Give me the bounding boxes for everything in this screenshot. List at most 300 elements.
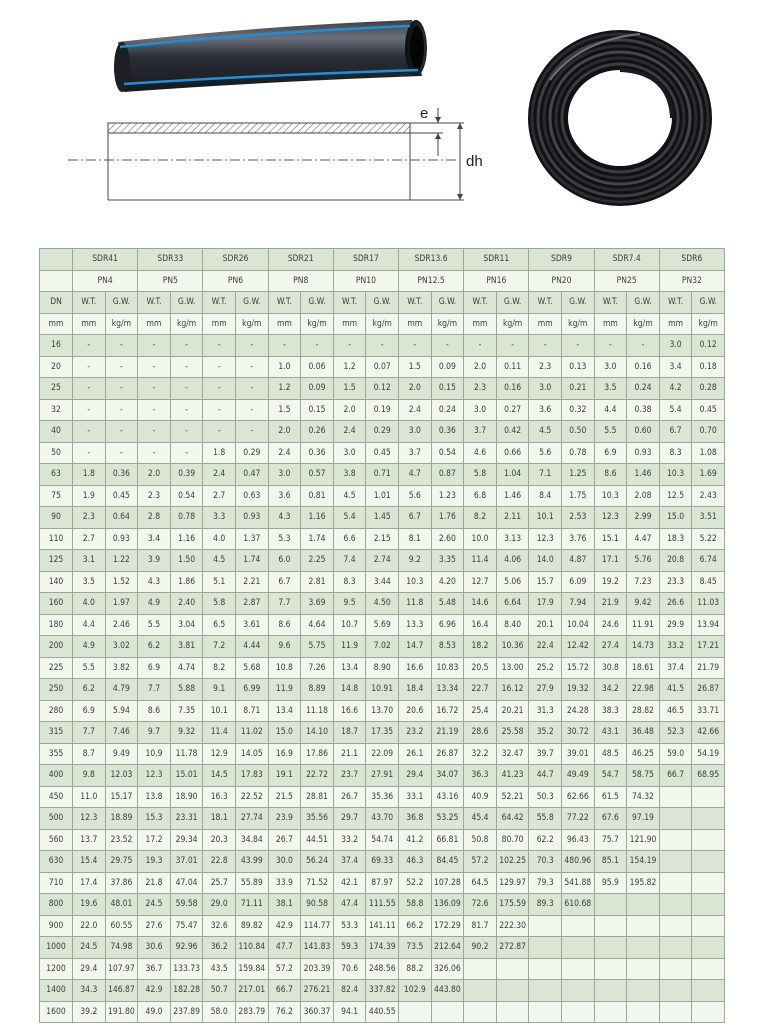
pn-header-cell: PN6 <box>203 270 268 292</box>
gram-weight-cell: 9.42 <box>627 593 660 615</box>
wall-thickness-cell: 3.4 <box>659 356 692 378</box>
wall-thickness-cell: 38.1 <box>268 894 301 916</box>
gram-weight-cell: 195.82 <box>627 872 660 894</box>
wall-thickness-cell <box>659 937 692 959</box>
gram-weight-cell: - <box>170 378 203 400</box>
gram-weight-cell: 443.80 <box>431 980 464 1002</box>
wall-thickness-cell <box>659 851 692 873</box>
gram-weight-cell: 1.16 <box>301 507 334 529</box>
gram-weight-cell: 2.81 <box>301 571 334 593</box>
gram-weight-cell: 25.58 <box>496 722 529 744</box>
gram-weight-cell <box>692 980 725 1002</box>
gram-weight-cell: 22.52 <box>236 786 269 808</box>
wall-thickness-cell: 22.8 <box>203 851 236 873</box>
gram-weight-cell: - <box>105 442 138 464</box>
wall-thickness-cell: 9.5 <box>333 593 366 615</box>
gram-weight-cell: 77.22 <box>562 808 595 830</box>
gram-weight-cell: 4.87 <box>562 550 595 572</box>
gram-weight-cell: 42.66 <box>692 722 725 744</box>
gram-weight-cell: 13.94 <box>692 614 725 636</box>
wall-thickness-cell <box>464 980 497 1002</box>
dn-cell: 16 <box>40 335 73 357</box>
pn-header-cell: PN25 <box>594 270 659 292</box>
wall-thickness-cell: 2.7 <box>73 528 106 550</box>
gram-weight-cell: 11.18 <box>301 700 334 722</box>
wall-thickness-cell: 16.6 <box>399 657 432 679</box>
gram-weight-cell: 4.64 <box>301 614 334 636</box>
gram-weight-cell: 0.06 <box>301 356 334 378</box>
gram-weight-cell: 133.73 <box>170 958 203 980</box>
gram-weight-cell: 11.78 <box>170 743 203 765</box>
wt-header-cell: W.T. <box>399 292 432 314</box>
wall-thickness-cell: 8.6 <box>138 700 171 722</box>
gram-weight-cell: - <box>170 442 203 464</box>
wt-unit-cell: mm <box>268 313 301 335</box>
wall-thickness-cell: - <box>138 442 171 464</box>
dn-cell: 110 <box>40 528 73 550</box>
gram-weight-cell: 4.50 <box>366 593 399 615</box>
gram-weight-cell: 203.39 <box>301 958 334 980</box>
wall-thickness-cell: - <box>203 378 236 400</box>
wall-thickness-cell: 25.4 <box>464 700 497 722</box>
gram-weight-cell: 14.10 <box>301 722 334 744</box>
gram-weight-cell: 56.24 <box>301 851 334 873</box>
wall-thickness-cell: 38.3 <box>594 700 627 722</box>
gram-weight-cell: 71.52 <box>301 872 334 894</box>
gram-weight-cell: 80.70 <box>496 829 529 851</box>
wall-thickness-cell: 4.3 <box>138 571 171 593</box>
dn-header-cell: DN <box>40 292 73 314</box>
wall-thickness-cell: 70.3 <box>529 851 562 873</box>
gram-weight-cell: 0.29 <box>236 442 269 464</box>
sdr-header-cell: SDR13.6 <box>399 249 464 271</box>
pn-header-cell: PN10 <box>333 270 398 292</box>
gw-header-cell: G.W. <box>236 292 269 314</box>
gram-weight-cell: 276.21 <box>301 980 334 1002</box>
wall-thickness-cell: 5.4 <box>659 399 692 421</box>
wall-thickness-cell: 42.9 <box>138 980 171 1002</box>
gram-weight-cell: 22.98 <box>627 679 660 701</box>
gram-weight-cell: 11.91 <box>627 614 660 636</box>
gram-weight-cell: 0.45 <box>692 399 725 421</box>
gram-weight-cell: 5.68 <box>236 657 269 679</box>
gram-weight-cell: 610.68 <box>562 894 595 916</box>
wall-thickness-cell: 7.7 <box>138 679 171 701</box>
wall-thickness-cell: 36.2 <box>203 937 236 959</box>
gram-weight-cell: 480.96 <box>562 851 595 873</box>
gram-weight-cell: 0.93 <box>105 528 138 550</box>
gram-weight-cell: 22.09 <box>366 743 399 765</box>
dn-cell: 450 <box>40 786 73 808</box>
wall-thickness-cell: 10.0 <box>464 528 497 550</box>
gram-weight-cell: 360.37 <box>301 1001 334 1023</box>
wt-unit-cell: mm <box>203 313 236 335</box>
wall-thickness-cell: 4.2 <box>659 378 692 400</box>
gram-weight-cell: 41.23 <box>496 765 529 787</box>
gram-weight-cell: 283.79 <box>236 1001 269 1023</box>
gram-weight-cell: 9.49 <box>105 743 138 765</box>
gram-weight-cell: 75.47 <box>170 915 203 937</box>
wall-thickness-cell: 73.5 <box>399 937 432 959</box>
wall-thickness-cell: 2.3 <box>73 507 106 529</box>
wall-thickness-cell: 20.8 <box>659 550 692 572</box>
wall-thickness-cell: 11.9 <box>268 679 301 701</box>
wall-thickness-cell: 18.2 <box>464 636 497 658</box>
gram-weight-cell <box>496 1001 529 1023</box>
wall-thickness-cell: 102.9 <box>399 980 432 1002</box>
wall-thickness-cell: 26.7 <box>268 829 301 851</box>
gw-header-cell: G.W. <box>562 292 595 314</box>
gram-weight-cell: 1.52 <box>105 571 138 593</box>
gram-weight-cell: 1.25 <box>562 464 595 486</box>
wall-thickness-cell: 3.5 <box>594 378 627 400</box>
gram-weight-cell: 337.82 <box>366 980 399 1002</box>
gram-weight-cell: 0.16 <box>496 378 529 400</box>
gram-weight-cell: 43.16 <box>431 786 464 808</box>
sdr-header-cell: SDR7.4 <box>594 249 659 271</box>
wall-thickness-cell: 12.5 <box>659 485 692 507</box>
wall-thickness-cell: 23.9 <box>268 808 301 830</box>
gram-weight-cell: 7.46 <box>105 722 138 744</box>
gram-weight-cell: 4.47 <box>627 528 660 550</box>
wall-thickness-cell: 6.9 <box>73 700 106 722</box>
wt-unit-cell: mm <box>399 313 432 335</box>
wall-thickness-cell: 12.7 <box>464 571 497 593</box>
wall-thickness-cell: 42.9 <box>268 915 301 937</box>
wall-thickness-cell: 57.2 <box>464 851 497 873</box>
table-row <box>40 636 725 658</box>
wall-thickness-cell: 3.9 <box>138 550 171 572</box>
wall-thickness-cell: 5.5 <box>594 421 627 443</box>
gram-weight-cell: - <box>105 421 138 443</box>
wall-thickness-cell <box>594 937 627 959</box>
gram-weight-cell: 4.79 <box>105 679 138 701</box>
wall-thickness-cell: 26.6 <box>659 593 692 615</box>
gram-weight-cell: 0.42 <box>496 421 529 443</box>
gram-weight-cell: 0.19 <box>366 399 399 421</box>
gram-weight-cell <box>692 829 725 851</box>
wall-thickness-cell: 1.5 <box>399 356 432 378</box>
wall-thickness-cell: 90.2 <box>464 937 497 959</box>
wall-thickness-cell: 6.2 <box>138 636 171 658</box>
gram-weight-cell: 29.34 <box>170 829 203 851</box>
gw-unit-cell: kg/m <box>105 313 138 335</box>
wall-thickness-cell: 6.8 <box>464 485 497 507</box>
gram-weight-cell: 16.72 <box>431 700 464 722</box>
gram-weight-cell: 136.09 <box>431 894 464 916</box>
wall-thickness-cell <box>594 894 627 916</box>
wall-thickness-cell: 4.7 <box>399 464 432 486</box>
gram-weight-cell: 39.01 <box>562 743 595 765</box>
wall-thickness-cell: 15.4 <box>73 851 106 873</box>
wt-header-cell: W.T. <box>73 292 106 314</box>
wall-thickness-cell: 25.2 <box>529 657 562 679</box>
gram-weight-cell <box>627 937 660 959</box>
wall-thickness-cell: 44.7 <box>529 765 562 787</box>
wall-thickness-cell: 31.3 <box>529 700 562 722</box>
wall-thickness-cell: 33.2 <box>333 829 366 851</box>
wall-thickness-cell: 17.1 <box>594 550 627 572</box>
gram-weight-cell: 2.15 <box>366 528 399 550</box>
gram-weight-cell: - <box>236 356 269 378</box>
wall-thickness-cell: 40.9 <box>464 786 497 808</box>
wall-thickness-cell: 12.9 <box>203 743 236 765</box>
gram-weight-cell: 54.19 <box>692 743 725 765</box>
table-row <box>40 485 725 507</box>
wall-thickness-cell: 23.2 <box>399 722 432 744</box>
gram-weight-cell: 0.66 <box>496 442 529 464</box>
column-header-row <box>40 292 725 314</box>
gram-weight-cell: - <box>627 335 660 357</box>
wall-thickness-cell: - <box>138 356 171 378</box>
gram-weight-cell: 35.36 <box>366 786 399 808</box>
wall-thickness-cell: 2.8 <box>138 507 171 529</box>
gram-weight-cell: 52.21 <box>496 786 529 808</box>
gram-weight-cell: 1.74 <box>301 528 334 550</box>
wall-thickness-cell: 3.0 <box>268 464 301 486</box>
gram-weight-cell: 3.51 <box>692 507 725 529</box>
wall-thickness-cell: 39.2 <box>73 1001 106 1023</box>
wall-thickness-cell: 18.7 <box>333 722 366 744</box>
gram-weight-cell: 92.96 <box>170 937 203 959</box>
gram-weight-cell <box>692 894 725 916</box>
wt-unit-cell: mm <box>73 313 106 335</box>
gram-weight-cell: - <box>105 356 138 378</box>
wall-thickness-cell: 37.4 <box>659 657 692 679</box>
gram-weight-cell: 27.91 <box>366 765 399 787</box>
wall-thickness-cell: 36.8 <box>399 808 432 830</box>
gram-weight-cell: 212.64 <box>431 937 464 959</box>
dn-cell: 200 <box>40 636 73 658</box>
wall-thickness-cell: 4.9 <box>73 636 106 658</box>
wall-thickness-cell: 15.0 <box>268 722 301 744</box>
wall-thickness-cell: 3.0 <box>333 442 366 464</box>
wall-thickness-cell <box>594 980 627 1002</box>
gram-weight-cell: 6.96 <box>431 614 464 636</box>
wall-thickness-cell: 49.0 <box>138 1001 171 1023</box>
dn-cell: 400 <box>40 765 73 787</box>
wall-thickness-cell <box>659 808 692 830</box>
gram-weight-cell: 17.35 <box>366 722 399 744</box>
gram-weight-cell: 272.87 <box>496 937 529 959</box>
wall-thickness-cell <box>659 894 692 916</box>
gram-weight-cell: 129.97 <box>496 872 529 894</box>
wall-thickness-cell <box>529 915 562 937</box>
gram-weight-cell: - <box>236 399 269 421</box>
wall-thickness-cell: 10.3 <box>659 464 692 486</box>
wall-thickness-cell: 7.2 <box>203 636 236 658</box>
gram-weight-cell: 0.12 <box>692 335 725 357</box>
wall-thickness-cell: 14.0 <box>529 550 562 572</box>
wall-thickness-cell: 18.3 <box>659 528 692 550</box>
gram-weight-cell: 24.28 <box>562 700 595 722</box>
wall-thickness-cell: 26.1 <box>399 743 432 765</box>
wall-thickness-cell: 41.2 <box>399 829 432 851</box>
gram-weight-cell: 3.44 <box>366 571 399 593</box>
gram-weight-cell: 4.74 <box>170 657 203 679</box>
gram-weight-cell: 59.58 <box>170 894 203 916</box>
wall-thickness-cell: 21.9 <box>594 593 627 615</box>
dn-cell: 560 <box>40 829 73 851</box>
wall-thickness-cell: 2.3 <box>138 485 171 507</box>
wall-thickness-cell: 5.6 <box>399 485 432 507</box>
gram-weight-cell: 6.09 <box>562 571 595 593</box>
gram-weight-cell: 8.90 <box>366 657 399 679</box>
wall-thickness-cell: 10.9 <box>138 743 171 765</box>
gram-weight-cell: 2.87 <box>236 593 269 615</box>
gram-weight-cell: 1.46 <box>627 464 660 486</box>
gram-weight-cell: 64.42 <box>496 808 529 830</box>
dn-cell: 225 <box>40 657 73 679</box>
wall-thickness-cell: 8.1 <box>399 528 432 550</box>
wall-thickness-cell: - <box>138 421 171 443</box>
gram-weight-cell: 35.56 <box>301 808 334 830</box>
gram-weight-cell: 3.81 <box>170 636 203 658</box>
gram-weight-cell: 0.45 <box>105 485 138 507</box>
wall-thickness-cell: 6.6 <box>333 528 366 550</box>
gram-weight-cell: 97.19 <box>627 808 660 830</box>
wall-thickness-cell: 1.2 <box>333 356 366 378</box>
gram-weight-cell: 0.15 <box>431 378 464 400</box>
wall-thickness-cell: 2.4 <box>399 399 432 421</box>
wall-thickness-cell: 81.7 <box>464 915 497 937</box>
wall-thickness-cell: 66.7 <box>268 980 301 1002</box>
gram-weight-cell: 0.54 <box>431 442 464 464</box>
gram-weight-cell: 96.43 <box>562 829 595 851</box>
diameter-label: dh <box>466 153 483 170</box>
gram-weight-cell: - <box>562 335 595 357</box>
wall-thickness-cell: 29.7 <box>333 808 366 830</box>
gram-weight-cell: 28.81 <box>301 786 334 808</box>
gram-weight-cell <box>692 915 725 937</box>
wall-thickness-cell: 58.8 <box>399 894 432 916</box>
sdr-header-cell: SDR33 <box>138 249 203 271</box>
gram-weight-cell: 0.18 <box>692 356 725 378</box>
wall-thickness-cell: 17.2 <box>138 829 171 851</box>
dn-cell: 1600 <box>40 1001 73 1023</box>
table-row <box>40 399 725 421</box>
gram-weight-cell: 0.45 <box>366 442 399 464</box>
gram-weight-cell: - <box>170 356 203 378</box>
wall-thickness-cell: 11.4 <box>203 722 236 744</box>
wall-thickness-cell <box>594 915 627 937</box>
wall-thickness-cell: 6.9 <box>594 442 627 464</box>
gram-weight-cell: 6.74 <box>692 550 725 572</box>
gram-weight-cell: 8.45 <box>692 571 725 593</box>
wall-thickness-cell: 7.1 <box>529 464 562 486</box>
product-figures <box>0 0 768 240</box>
gram-weight-cell: 5.48 <box>431 593 464 615</box>
gram-weight-cell: 27.74 <box>236 808 269 830</box>
wall-thickness-cell: 1.5 <box>333 378 366 400</box>
gram-weight-cell: 0.24 <box>627 378 660 400</box>
dn-cell: 630 <box>40 851 73 873</box>
wall-thickness-cell: 45.4 <box>464 808 497 830</box>
gram-weight-cell: 3.13 <box>496 528 529 550</box>
wall-thickness-cell: 2.7 <box>203 485 236 507</box>
wall-thickness-cell: 53.3 <box>333 915 366 937</box>
wall-thickness-cell: 3.0 <box>399 421 432 443</box>
wall-thickness-cell: 5.6 <box>529 442 562 464</box>
gram-weight-cell: 1.16 <box>170 528 203 550</box>
wall-thickness-cell: 58.0 <box>203 1001 236 1023</box>
wall-thickness-cell: 9.6 <box>268 636 301 658</box>
gram-weight-cell: 9.32 <box>170 722 203 744</box>
wall-thickness-cell: - <box>203 335 236 357</box>
wall-thickness-cell: 4.0 <box>203 528 236 550</box>
wall-thickness-cell: - <box>73 399 106 421</box>
wall-thickness-cell: 89.3 <box>529 894 562 916</box>
wall-thickness-cell <box>529 937 562 959</box>
wall-thickness-cell: 15.7 <box>529 571 562 593</box>
wall-thickness-cell: 36.3 <box>464 765 497 787</box>
gram-weight-cell: 1.74 <box>236 550 269 572</box>
gram-weight-cell: 0.54 <box>170 485 203 507</box>
wall-thickness-cell: 24.5 <box>138 894 171 916</box>
dn-cell: 1000 <box>40 937 73 959</box>
gram-weight-cell: 10.91 <box>366 679 399 701</box>
wall-thickness-cell: 20.1 <box>529 614 562 636</box>
wall-thickness-cell: 54.7 <box>594 765 627 787</box>
gram-weight-cell: - <box>170 335 203 357</box>
wall-thickness-cell: 27.4 <box>594 636 627 658</box>
wt-unit-cell: mm <box>659 313 692 335</box>
wall-thickness-cell: 17.4 <box>73 872 106 894</box>
gram-weight-cell: 12.42 <box>562 636 595 658</box>
gram-weight-cell: 154.19 <box>627 851 660 873</box>
dn-cell: 50 <box>40 442 73 464</box>
gram-weight-cell: 0.36 <box>301 442 334 464</box>
wt-unit-cell: mm <box>138 313 171 335</box>
wall-thickness-cell: 20.5 <box>464 657 497 679</box>
gram-weight-cell: 0.32 <box>562 399 595 421</box>
wall-thickness-cell: 13.8 <box>138 786 171 808</box>
gram-weight-cell: 0.12 <box>366 378 399 400</box>
gram-weight-cell: 0.93 <box>236 507 269 529</box>
wall-thickness-cell: 5.5 <box>73 657 106 679</box>
gram-weight-cell: - <box>366 335 399 357</box>
wall-thickness-cell: 7.7 <box>73 722 106 744</box>
pipe-dimension-drawing <box>68 100 508 210</box>
gram-weight-cell: 90.58 <box>301 894 334 916</box>
gram-weight-cell: 54.74 <box>366 829 399 851</box>
wall-thickness-cell: 10.1 <box>529 507 562 529</box>
wall-thickness-cell: 27.9 <box>529 679 562 701</box>
gram-weight-cell: 0.26 <box>301 421 334 443</box>
wall-thickness-cell: 3.5 <box>73 571 106 593</box>
wall-thickness-cell: 16.9 <box>268 743 301 765</box>
gram-weight-cell: 7.23 <box>627 571 660 593</box>
wall-thickness-cell: 8.3 <box>659 442 692 464</box>
wall-thickness-cell <box>529 980 562 1002</box>
table-row <box>40 829 725 851</box>
wall-thickness-cell: - <box>73 356 106 378</box>
gram-weight-cell: 0.70 <box>692 421 725 443</box>
wall-thickness-cell: 62.2 <box>529 829 562 851</box>
wall-thickness-cell: 66.2 <box>399 915 432 937</box>
pipe-specification-table <box>39 248 725 1023</box>
wt-header-cell: W.T. <box>659 292 692 314</box>
wall-thickness-cell: 29.4 <box>73 958 106 980</box>
wall-thickness-cell: 33.1 <box>399 786 432 808</box>
wall-thickness-cell: 3.1 <box>73 550 106 572</box>
wall-thickness-cell: 14.6 <box>464 593 497 615</box>
gram-weight-cell: 175.59 <box>496 894 529 916</box>
gw-header-cell: G.W. <box>170 292 203 314</box>
table-row <box>40 442 725 464</box>
wall-thickness-cell: 3.0 <box>659 335 692 357</box>
sdr-header-cell: SDR41 <box>73 249 138 271</box>
